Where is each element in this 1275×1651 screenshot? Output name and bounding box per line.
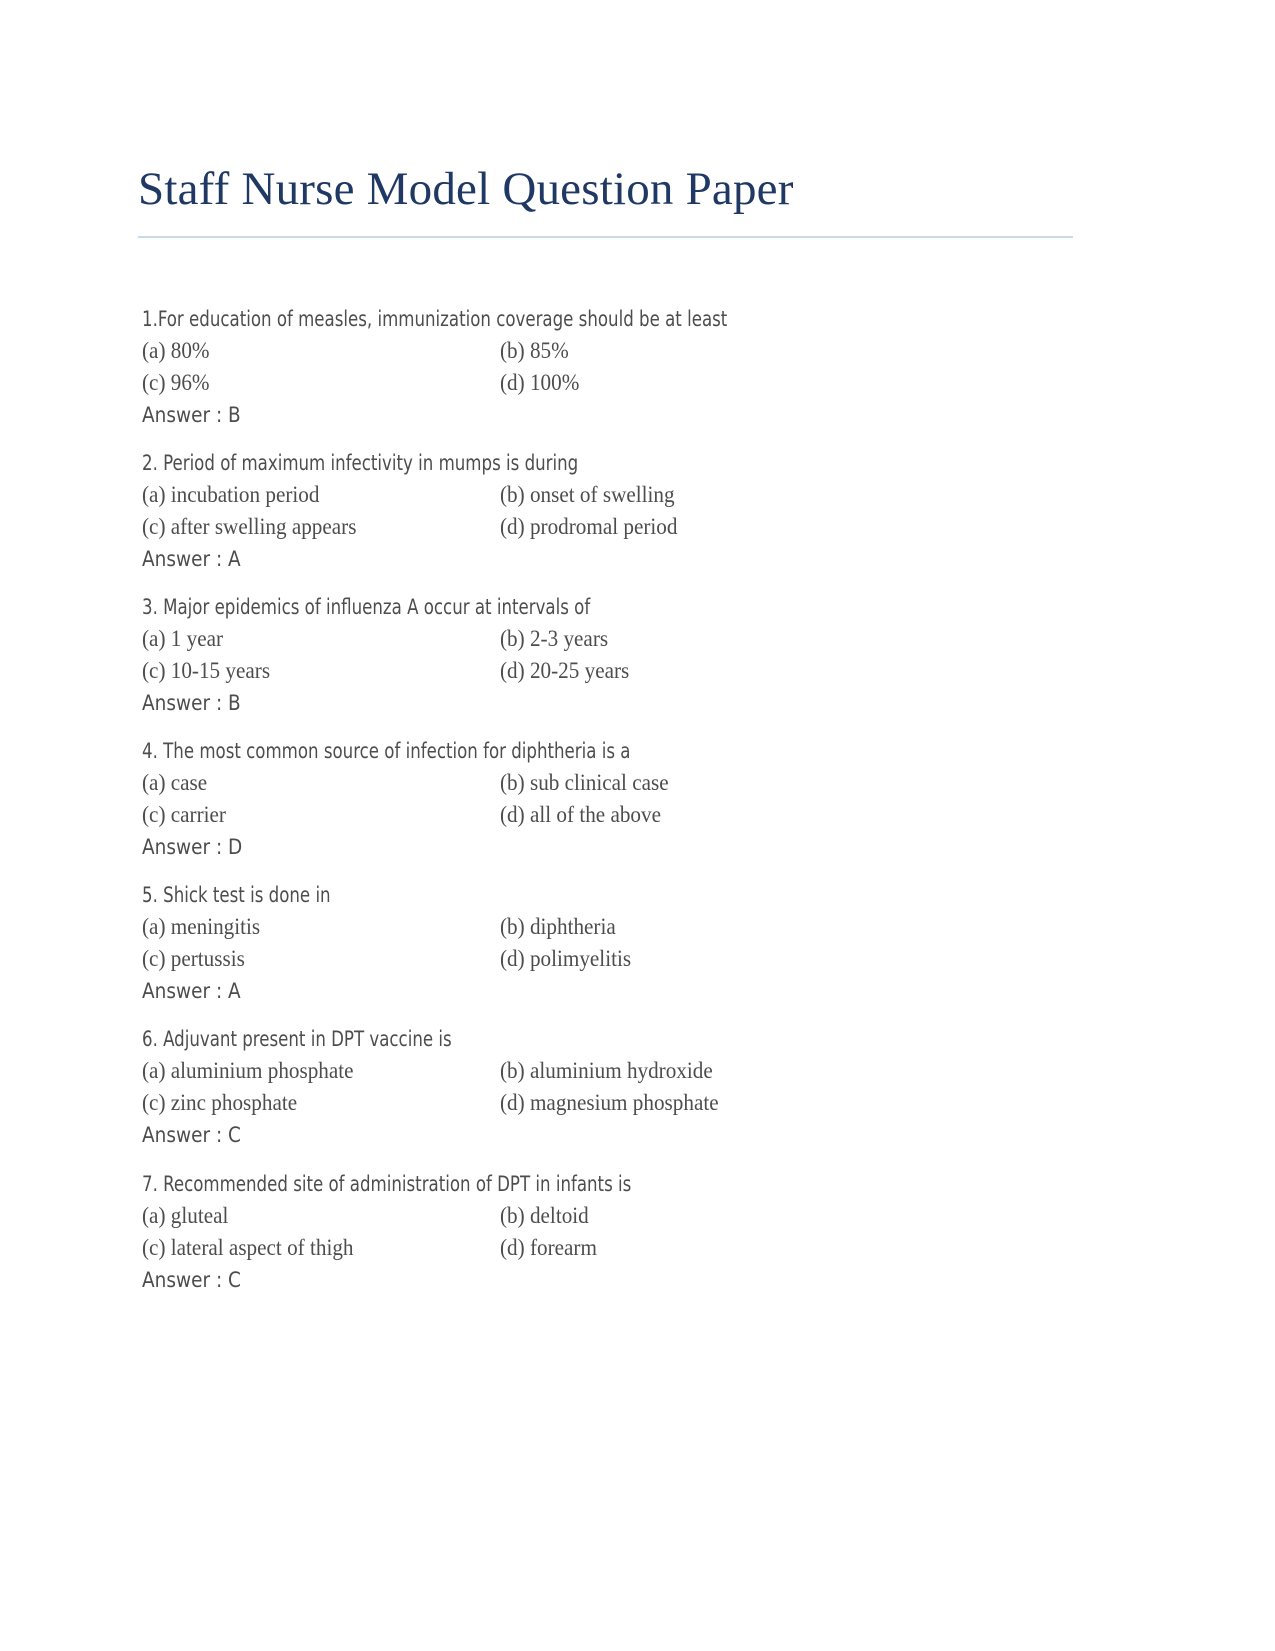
option-a: (a) case bbox=[142, 770, 208, 795]
page-title: Staff Nurse Model Question Paper bbox=[138, 163, 794, 215]
answer-line: Answer : C bbox=[142, 1123, 241, 1147]
answer-line: Answer : D bbox=[142, 835, 243, 859]
question-stem: 3. Major epidemics of influenza A occur at intervals of bbox=[142, 595, 591, 619]
question-list bbox=[142, 303, 1142, 1312]
option-a: (a) gluteal bbox=[142, 1203, 229, 1228]
answer-line: Answer : B bbox=[142, 403, 241, 427]
option-row bbox=[142, 799, 1142, 831]
option-row bbox=[142, 1055, 1142, 1087]
question-stem: 5. Shick test is done in bbox=[142, 883, 331, 907]
option-row bbox=[142, 1200, 1142, 1232]
option-row bbox=[142, 479, 1142, 511]
option-d: (d) 20-25 years bbox=[500, 658, 630, 683]
option-c: (c) zinc phosphate bbox=[142, 1090, 298, 1115]
option-d: (d) 100% bbox=[500, 370, 580, 395]
option-a: (a) 1 year bbox=[142, 626, 224, 651]
option-b: (b) 85% bbox=[500, 338, 569, 363]
option-c: (c) 96% bbox=[142, 370, 210, 395]
option-row bbox=[142, 1087, 1142, 1119]
option-row bbox=[142, 335, 1142, 367]
option-a: (a) incubation period bbox=[142, 482, 320, 507]
question-block bbox=[142, 735, 1142, 863]
option-row bbox=[142, 367, 1142, 399]
answer-line: Answer : A bbox=[142, 979, 241, 1003]
option-d: (d) polimyelitis bbox=[500, 946, 632, 971]
question-block bbox=[142, 1023, 1142, 1151]
question-stem: 7. Recommended site of administration of DPT in infants is bbox=[142, 1172, 632, 1196]
question-block bbox=[142, 879, 1142, 1007]
option-d: (d) all of the above bbox=[500, 802, 661, 827]
option-a: (a) meningitis bbox=[142, 914, 261, 939]
option-a: (a) aluminium phosphate bbox=[142, 1058, 354, 1083]
answer-line: Answer : A bbox=[142, 547, 241, 571]
option-a: (a) 80% bbox=[142, 338, 210, 363]
answer-line: Answer : C bbox=[142, 1268, 241, 1292]
option-row bbox=[142, 623, 1142, 655]
option-c: (c) 10-15 years bbox=[142, 658, 271, 683]
option-b: (b) diphtheria bbox=[500, 914, 616, 939]
option-b: (b) aluminium hydroxide bbox=[500, 1058, 713, 1083]
option-b: (b) sub clinical case bbox=[500, 770, 669, 795]
option-row bbox=[142, 655, 1142, 687]
option-d: (d) prodromal period bbox=[500, 514, 678, 539]
option-b: (b) 2-3 years bbox=[500, 626, 609, 651]
question-stem: 6. Adjuvant present in DPT vaccine is bbox=[142, 1027, 452, 1051]
option-c: (c) lateral aspect of thigh bbox=[142, 1235, 354, 1260]
question-stem: 4. The most common source of infection for diphtheria is a bbox=[142, 739, 631, 763]
question-stem: 1.For education of measles, immunization coverage should be at least bbox=[142, 307, 728, 331]
question-stem: 2. Period of maximum infectivity in mumps is during bbox=[142, 451, 579, 475]
option-b: (b) deltoid bbox=[500, 1203, 589, 1228]
question-block bbox=[142, 1168, 1142, 1296]
question-block bbox=[142, 303, 1142, 431]
option-c: (c) after swelling appears bbox=[142, 514, 357, 539]
option-b: (b) onset of swelling bbox=[500, 482, 675, 507]
title-block bbox=[138, 160, 1073, 238]
option-d: (d) magnesium phosphate bbox=[500, 1090, 719, 1115]
option-row bbox=[142, 1232, 1142, 1264]
option-c: (c) carrier bbox=[142, 802, 226, 827]
option-row bbox=[142, 911, 1142, 943]
option-row bbox=[142, 943, 1142, 975]
option-row bbox=[142, 767, 1142, 799]
option-c: (c) pertussis bbox=[142, 946, 245, 971]
question-block bbox=[142, 447, 1142, 575]
answer-line: Answer : B bbox=[142, 691, 241, 715]
question-block bbox=[142, 591, 1142, 719]
option-d: (d) forearm bbox=[500, 1235, 597, 1260]
option-row bbox=[142, 511, 1142, 543]
title-divider bbox=[138, 236, 1073, 238]
